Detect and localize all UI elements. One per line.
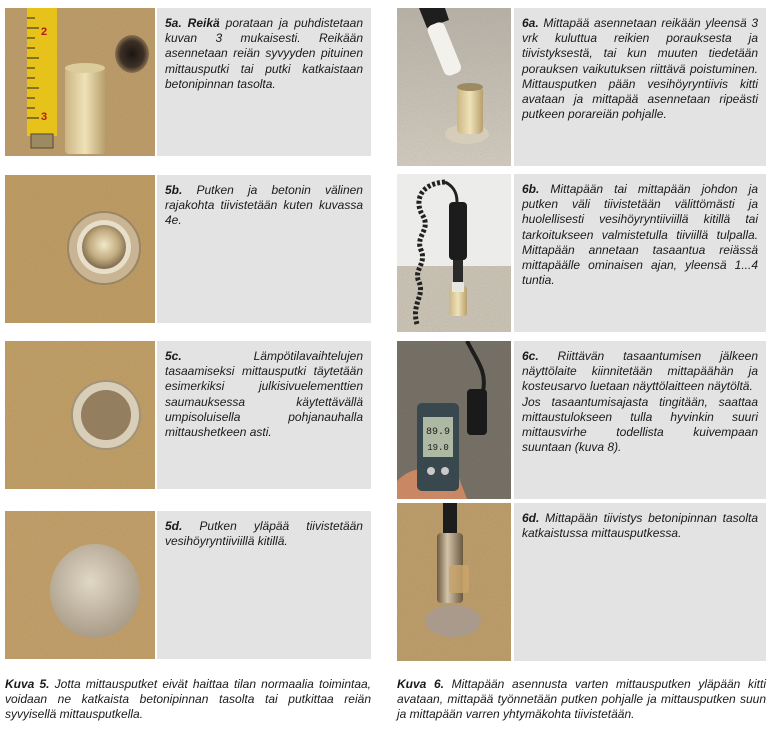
- ruler-mark: 3: [41, 111, 48, 123]
- probe-cable: [443, 503, 457, 537]
- step-text: Mittapään tiivistys betonipinnan tasolta katkaistussa mittausputkessa.: [522, 511, 759, 541]
- temperature-reading: 19.0: [427, 443, 449, 453]
- figure-caption-6: [397, 677, 766, 723]
- text-panel-5b: [157, 175, 371, 323]
- step-text: Riittävän tasaantumisen jälkeen näyttölaite kiinnitetään mittapäähän ja kosteusarvo luetaan näyttölaitteen näytöltä.: [522, 349, 758, 394]
- putty-seal: [50, 544, 140, 638]
- step-label: 6b.: [522, 182, 540, 196]
- photo-5c: [5, 341, 155, 489]
- step-label: 5d.: [165, 519, 183, 533]
- text-panel-6b: [514, 174, 766, 332]
- step-text: Mittapää asennetaan reikään yleensä 3 vrk kuluttua reikien porauksesta ja tiivistyksestä, tai kun muuten tiedetään porauksen vaikutuksen riittävä poistuminen. Mittausputken pään vesihöyryntiivis kitti avataan ja mittapää asennetaan ripeästi putkeen porareiän pohjalle.: [522, 16, 758, 122]
- text-panel-6a: [514, 8, 766, 166]
- probe-body: [449, 202, 467, 260]
- step-text: Mittapään tai mittapään johdon ja putken väli tiivistetään välittömästi ja huolellisesti vesihöyryntiiviillä kitillä tai tarkoitukseen valmistetulla tiiviillä tulpalla. Mittapään annetaan tasaantua reiässä mittapäälle ominaisen ajan, yleensä 1...4 tuntia.: [522, 182, 758, 288]
- humidity-reading: 89.9: [425, 427, 451, 438]
- step-label: 5c.: [165, 349, 182, 363]
- step-text: Putken ja betonin välinen rajakohta tiivistetään kuten kuvassa 4e.: [165, 183, 363, 228]
- text-panel-5a: [157, 8, 371, 156]
- photo-6a: [397, 8, 511, 166]
- step-text: Lämpötilavaihtelujen tasaamiseksi mittausputki täytetään esimerkiksi julkisivuelementtien saumauksessa käytettävällä umpisoluisella pohjanauhalla mittaushetkeen asti.: [165, 349, 363, 440]
- drilled-hole: [115, 35, 149, 73]
- probe-body: [467, 389, 487, 435]
- step-label: 6a.: [522, 16, 539, 30]
- step-label: 6c.: [522, 349, 539, 363]
- photo-5a: [5, 8, 155, 156]
- photo-6b: [397, 174, 511, 332]
- caption-text: Mittapään asennusta varten mittausputken yläpään kitti avataan, mittapää työnnetään putken pohjalle ja mittausputken suun ja mittapään varren yhtymäkohta tiivistetään.: [397, 677, 766, 722]
- step-label: 5a.: [165, 16, 182, 30]
- text-panel-6c: [514, 341, 766, 499]
- photo-6d: [397, 503, 511, 661]
- ruler-mark: 2: [41, 26, 48, 38]
- text-panel-5c: [157, 341, 371, 489]
- photo-5d: [5, 511, 155, 659]
- photo-5b: [5, 175, 155, 323]
- step-label: 6d.: [522, 511, 540, 525]
- step-label: 5b.: [165, 183, 183, 197]
- step-text-note: Jos tasaantumisajasta tingitään, saattaa mittaustulokseen tulla hyvinkin suuri mittausvirhe todellista kuivempaan suuntaan (kuva 8).: [522, 394, 758, 455]
- photo-6c: [397, 341, 511, 499]
- caption-label: Kuva 6.: [397, 677, 444, 691]
- putty-seal: [425, 605, 481, 637]
- measurement-tube: [457, 86, 483, 134]
- step-text: porataan ja puhdistetaan kuvan 3 mukaisesti. Reikään asennetaan reiän syvyyden pituinen mittausputki tai putki katkaistaan betonipinnan tasolta.: [165, 16, 364, 91]
- caption-text: Jotta mittausputket eivät haittaa tilan normaalia toimintaa, voidaan ne katkaista betonipinnan tasolta tai putkittaa reiän syvyisellä mittausputkella.: [5, 677, 372, 722]
- measurement-tube: [65, 66, 105, 154]
- caption-label: Kuva 5.: [5, 677, 50, 691]
- text-panel-5d: [157, 511, 371, 659]
- text-panel-6d: [514, 503, 766, 661]
- step-text: Putken yläpää tiivistetään vesihöyryntiiviillä kitillä.: [165, 519, 363, 549]
- figure-caption-5: [5, 677, 371, 723]
- tube-opening: [82, 225, 126, 269]
- step-title: Reikä: [187, 16, 220, 30]
